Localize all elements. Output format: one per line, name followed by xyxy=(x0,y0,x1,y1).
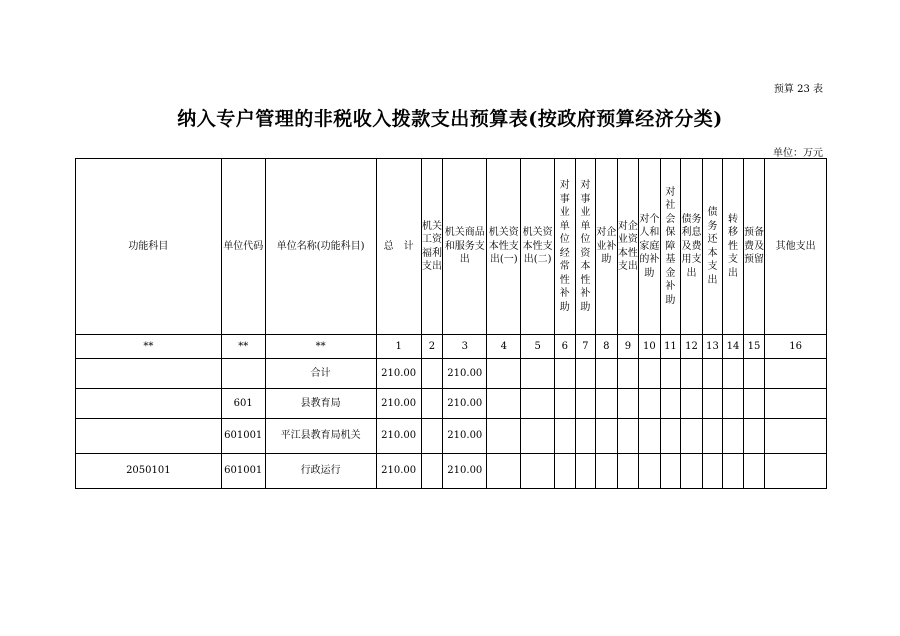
budget-table xyxy=(75,158,827,489)
empty-cell xyxy=(639,419,661,454)
empty-cell xyxy=(575,419,596,454)
empty-cell xyxy=(555,359,576,389)
index-cell: ** xyxy=(265,335,376,359)
index-cell: 10 xyxy=(639,335,661,359)
table-row xyxy=(76,359,827,389)
unit-name-cell: 行政运行 xyxy=(265,454,376,489)
empty-cell xyxy=(702,454,723,489)
index-cell: 11 xyxy=(660,335,681,359)
page-title: 纳入专户管理的非税收入拨款支出预算表(按政府预算经济分类) xyxy=(177,108,723,130)
goods-services-cell: 210.00 xyxy=(443,419,487,454)
empty-cell xyxy=(617,359,639,389)
empty-cell xyxy=(765,454,827,489)
empty-cell xyxy=(596,454,618,489)
header-cell: 其他支出 xyxy=(765,159,827,335)
index-cell: 13 xyxy=(702,335,723,359)
empty-cell xyxy=(660,359,681,389)
table-row xyxy=(76,454,827,489)
index-row xyxy=(76,335,827,359)
unit-code-cell xyxy=(221,359,265,389)
index-cell: 1 xyxy=(376,335,421,359)
header-cell: 机关商品和服务支出 xyxy=(443,159,487,335)
header-cell: 单位代码 xyxy=(221,159,265,335)
func-code-cell: 2050101 xyxy=(76,454,222,489)
header-cell: 预备费及预留 xyxy=(743,159,765,335)
total-cell: 210.00 xyxy=(376,359,421,389)
empty-cell xyxy=(521,389,555,419)
empty-cell xyxy=(743,389,765,419)
unit-name-cell: 县教育局 xyxy=(265,389,376,419)
index-cell: 15 xyxy=(743,335,765,359)
empty-cell xyxy=(743,454,765,489)
empty-cell xyxy=(681,454,703,489)
header-cell: 功能科目 xyxy=(76,159,222,335)
index-cell: 2 xyxy=(421,335,443,359)
index-cell: 7 xyxy=(575,335,596,359)
goods-services-cell: 210.00 xyxy=(443,454,487,489)
header-row xyxy=(76,159,827,335)
unit-code-cell: 601001 xyxy=(221,454,265,489)
empty-cell xyxy=(723,454,744,489)
header-cell: 机关工资福利支出 xyxy=(421,159,443,335)
index-cell: 5 xyxy=(521,335,555,359)
total-cell: 210.00 xyxy=(376,454,421,489)
empty-cell xyxy=(743,359,765,389)
empty-cell xyxy=(617,389,639,419)
header-cell: 对企业资本性支出 xyxy=(617,159,639,335)
empty-cell xyxy=(575,454,596,489)
empty-cell xyxy=(521,359,555,389)
empty-cell xyxy=(487,389,521,419)
header-cell: 机关资本性支出(一) xyxy=(487,159,521,335)
empty-cell xyxy=(596,389,618,419)
unit-code-cell: 601 xyxy=(221,389,265,419)
empty-cell xyxy=(660,389,681,419)
empty-cell xyxy=(639,359,661,389)
goods-services-cell: 210.00 xyxy=(443,389,487,419)
table-row xyxy=(76,419,827,454)
func-code-cell xyxy=(76,389,222,419)
empty-cell xyxy=(596,359,618,389)
index-cell: 3 xyxy=(443,335,487,359)
index-cell: 8 xyxy=(596,335,618,359)
empty-cell xyxy=(743,419,765,454)
empty-cell xyxy=(702,419,723,454)
empty-cell xyxy=(702,389,723,419)
empty-cell xyxy=(681,359,703,389)
empty-cell xyxy=(723,389,744,419)
empty-cell xyxy=(596,419,618,454)
empty-cell xyxy=(575,359,596,389)
empty-cell xyxy=(639,389,661,419)
header-cell: 对企业补助 xyxy=(596,159,618,335)
empty-cell xyxy=(765,389,827,419)
empty-cell xyxy=(521,454,555,489)
empty-cell xyxy=(555,419,576,454)
empty-cell xyxy=(487,359,521,389)
empty-cell xyxy=(421,359,443,389)
empty-cell xyxy=(487,454,521,489)
header-cell: 对个人和家庭的补助 xyxy=(639,159,661,335)
empty-cell xyxy=(421,389,443,419)
empty-cell xyxy=(723,359,744,389)
header-cell: 总 计 xyxy=(376,159,421,335)
unit-label: 单位：万元 xyxy=(773,148,823,159)
empty-cell xyxy=(765,419,827,454)
empty-cell xyxy=(555,454,576,489)
index-cell: ** xyxy=(221,335,265,359)
goods-services-cell: 210.00 xyxy=(443,359,487,389)
total-cell: 210.00 xyxy=(376,419,421,454)
header-cell: 对事业单位资本性补助 xyxy=(575,159,596,335)
empty-cell xyxy=(555,389,576,419)
index-cell: 6 xyxy=(555,335,576,359)
index-cell: 14 xyxy=(723,335,744,359)
form-number: 预算 23 表 xyxy=(773,84,823,95)
empty-cell xyxy=(487,419,521,454)
unit-name-cell: 合计 xyxy=(265,359,376,389)
header-cell: 单位名称(功能科目) xyxy=(265,159,376,335)
empty-cell xyxy=(421,454,443,489)
total-cell: 210.00 xyxy=(376,389,421,419)
index-cell: 4 xyxy=(487,335,521,359)
header-cell: 债务还本支出 xyxy=(702,159,723,335)
header-cell: 对社会保障基金补助 xyxy=(660,159,681,335)
empty-cell xyxy=(660,454,681,489)
index-cell: 16 xyxy=(765,335,827,359)
empty-cell xyxy=(660,419,681,454)
empty-cell xyxy=(681,419,703,454)
empty-cell xyxy=(521,419,555,454)
func-code-cell xyxy=(76,359,222,389)
empty-cell xyxy=(575,389,596,419)
empty-cell xyxy=(617,454,639,489)
table-row xyxy=(76,389,827,419)
unit-name-cell: 平江县教育局机关 xyxy=(265,419,376,454)
empty-cell xyxy=(702,359,723,389)
empty-cell xyxy=(639,454,661,489)
index-cell: 9 xyxy=(617,335,639,359)
header-cell: 对事业单位经常性补助 xyxy=(555,159,576,335)
header-cell: 机关资本性支出(二) xyxy=(521,159,555,335)
index-cell: ** xyxy=(76,335,222,359)
empty-cell xyxy=(723,419,744,454)
empty-cell xyxy=(765,359,827,389)
index-cell: 12 xyxy=(681,335,703,359)
unit-code-cell: 601001 xyxy=(221,419,265,454)
func-code-cell xyxy=(76,419,222,454)
header-cell: 转移性支出 xyxy=(723,159,744,335)
empty-cell xyxy=(421,419,443,454)
empty-cell xyxy=(681,389,703,419)
empty-cell xyxy=(617,419,639,454)
header-cell: 债务利息及费用支出 xyxy=(681,159,703,335)
